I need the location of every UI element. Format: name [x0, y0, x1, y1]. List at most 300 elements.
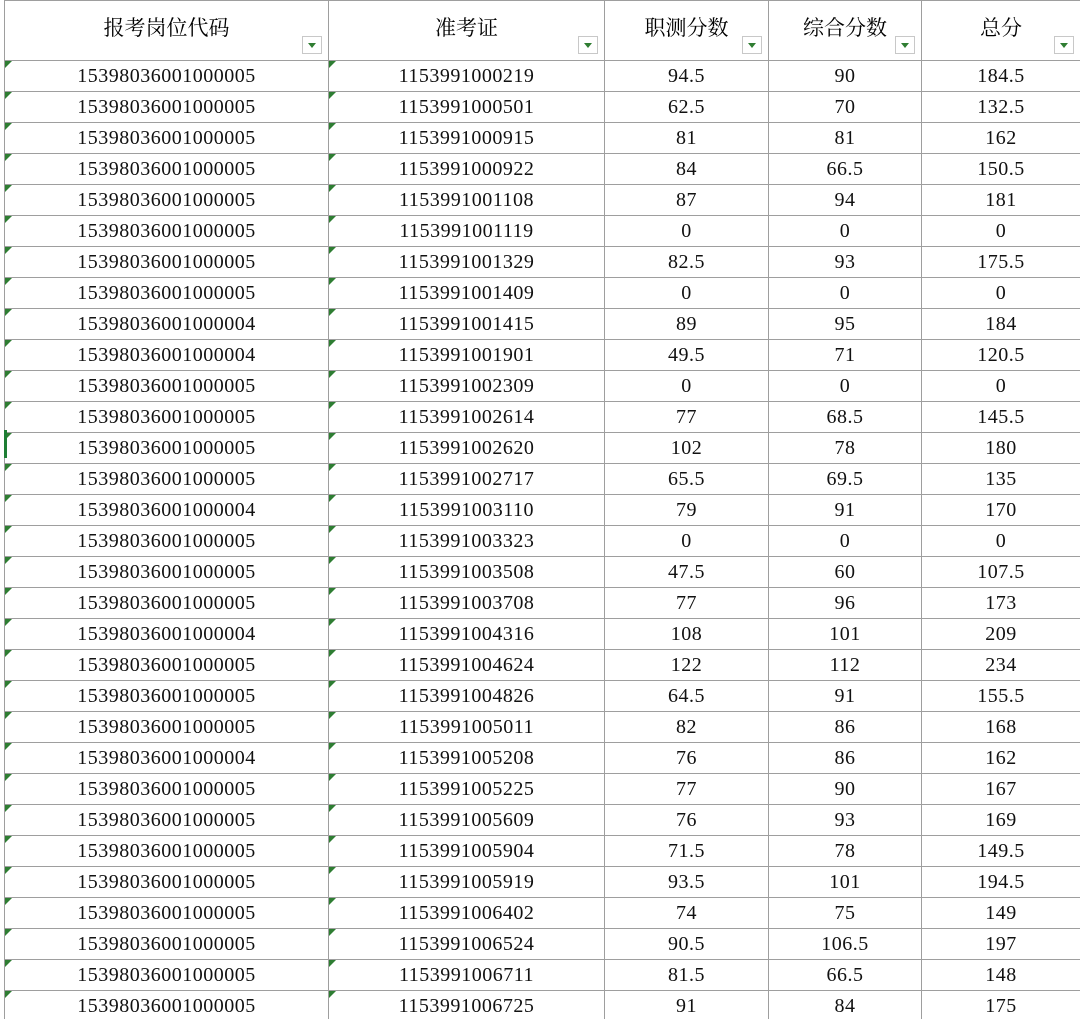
cell-aptitude[interactable] [605, 712, 769, 743]
cell-post-code[interactable] [5, 402, 329, 433]
cell-value: 175 [985, 994, 1017, 1017]
cell-ticket[interactable] [329, 278, 605, 309]
cell-comprehensive[interactable] [769, 805, 922, 836]
cell-total[interactable] [922, 340, 1080, 371]
cell-total[interactable] [922, 650, 1080, 681]
cell-comprehensive[interactable] [769, 650, 922, 681]
cell-value: 180 [985, 436, 1017, 459]
cell-total[interactable] [922, 495, 1080, 526]
cell-aptitude[interactable] [605, 929, 769, 960]
cell-total[interactable] [922, 712, 1080, 743]
cell-total[interactable] [922, 929, 1080, 960]
cell-comprehensive[interactable] [769, 464, 922, 495]
cell-ticket[interactable] [329, 92, 605, 123]
cell-post-code[interactable] [5, 309, 329, 340]
cell-total[interactable] [922, 743, 1080, 774]
cell-total[interactable] [922, 61, 1080, 92]
text-number-flag-icon [329, 619, 336, 626]
cell-aptitude[interactable] [605, 61, 769, 92]
cell-aptitude[interactable] [605, 309, 769, 340]
cell-total[interactable] [922, 216, 1080, 247]
cell-ticket[interactable] [329, 340, 605, 371]
cell-post-code[interactable] [5, 743, 329, 774]
cell-value: 77 [676, 777, 697, 800]
cell-value: 197 [985, 932, 1017, 955]
cell-ticket[interactable] [329, 898, 605, 929]
cell-value: 1153991001119 [399, 219, 534, 242]
table-row [5, 588, 1080, 619]
cell-value: 62.5 [668, 95, 705, 118]
cell-value: 0 [995, 219, 1007, 242]
header-label: 准考证 [435, 15, 498, 40]
text-number-flag-icon [329, 712, 336, 719]
cell-ticket[interactable] [329, 185, 605, 216]
cell-value: 82 [676, 715, 697, 738]
cell-comprehensive[interactable] [769, 433, 922, 464]
cell-ticket[interactable] [329, 61, 605, 92]
text-number-flag-icon [5, 340, 12, 347]
text-number-flag-icon [5, 774, 12, 781]
table-row [5, 247, 1080, 278]
cell-value: 68.5 [826, 405, 864, 428]
cell-value: 102 [670, 436, 703, 459]
cell-total[interactable] [922, 867, 1080, 898]
cell-value: 1153991000922 [398, 157, 535, 180]
text-number-flag-icon [5, 309, 12, 316]
cell-aptitude[interactable] [605, 650, 769, 681]
cell-post-code[interactable] [5, 960, 329, 991]
cell-aptitude[interactable] [605, 216, 769, 247]
cell-aptitude[interactable] [605, 495, 769, 526]
cell-value: 1153991006402 [398, 901, 535, 924]
text-number-flag-icon [5, 712, 12, 719]
text-number-flag-icon [329, 650, 336, 657]
cell-ticket[interactable] [329, 216, 605, 247]
header-aptitude-score[interactable] [605, 1, 769, 61]
filter-dropdown-icon[interactable] [895, 36, 915, 54]
cell-value: 181 [985, 188, 1017, 211]
spreadsheet-grid [4, 0, 1080, 1019]
cell-value: 15398036001000005 [77, 374, 256, 397]
table-row [5, 154, 1080, 185]
cell-comprehensive[interactable] [769, 371, 922, 402]
cell-total[interactable] [922, 371, 1080, 402]
cell-value: 107.5 [977, 560, 1025, 583]
text-number-flag-icon [329, 588, 336, 595]
cell-comprehensive[interactable] [769, 309, 922, 340]
cell-value: 1153991001108 [398, 188, 534, 211]
cell-value: 1153991003323 [398, 529, 535, 552]
cell-total[interactable] [922, 526, 1080, 557]
cell-ticket[interactable] [329, 154, 605, 185]
cell-value: 82.5 [668, 250, 705, 273]
cell-post-code[interactable] [5, 681, 329, 712]
cell-aptitude[interactable] [605, 92, 769, 123]
cell-post-code[interactable] [5, 464, 329, 495]
cell-comprehensive[interactable] [769, 774, 922, 805]
cell-value: 71.5 [668, 839, 705, 862]
cell-ticket[interactable] [329, 836, 605, 867]
cell-aptitude[interactable] [605, 154, 769, 185]
active-cell-marker [4, 430, 7, 458]
text-number-flag-icon [5, 805, 12, 812]
text-number-flag-icon [5, 185, 12, 192]
cell-comprehensive[interactable] [769, 929, 922, 960]
cell-comprehensive[interactable] [769, 185, 922, 216]
cell-aptitude[interactable] [605, 123, 769, 154]
cell-ticket[interactable] [329, 774, 605, 805]
cell-value: 15398036001000004 [77, 746, 256, 769]
text-number-flag-icon [329, 836, 336, 843]
cell-post-code[interactable] [5, 929, 329, 960]
cell-value: 15398036001000005 [77, 591, 256, 614]
cell-value: 0 [681, 219, 692, 242]
cell-total[interactable] [922, 557, 1080, 588]
header-ticket[interactable] [329, 1, 605, 61]
cell-comprehensive[interactable] [769, 960, 922, 991]
cell-value: 91 [834, 684, 856, 707]
cell-aptitude[interactable] [605, 960, 769, 991]
text-number-flag-icon [329, 309, 336, 316]
cell-aptitude[interactable] [605, 340, 769, 371]
text-number-flag-icon [329, 61, 336, 68]
cell-post-code[interactable] [5, 495, 329, 526]
cell-ticket[interactable] [329, 309, 605, 340]
cell-post-code[interactable] [5, 712, 329, 743]
cell-value: 0 [681, 281, 692, 304]
cell-aptitude[interactable] [605, 402, 769, 433]
cell-aptitude[interactable] [605, 371, 769, 402]
cell-value: 81 [834, 126, 856, 149]
cell-value: 15398036001000005 [77, 250, 256, 273]
text-number-flag-icon [5, 123, 12, 130]
cell-post-code[interactable] [5, 898, 329, 929]
cell-value: 1153991006711 [398, 963, 534, 986]
cell-value: 93 [834, 250, 856, 273]
cell-post-code[interactable] [5, 836, 329, 867]
cell-post-code[interactable] [5, 991, 329, 1019]
cell-value: 96 [834, 591, 856, 614]
cell-value: 15398036001000005 [77, 157, 256, 180]
table-row [5, 619, 1080, 650]
cell-aptitude[interactable] [605, 774, 769, 805]
text-number-flag-icon [329, 681, 336, 688]
cell-total[interactable] [922, 774, 1080, 805]
table-row [5, 681, 1080, 712]
cell-post-code[interactable] [5, 433, 329, 464]
text-number-flag-icon [5, 960, 12, 967]
cell-value: 49.5 [668, 343, 705, 366]
cell-value: 173 [985, 591, 1017, 614]
cell-comprehensive[interactable] [769, 681, 922, 712]
cell-value: 76 [676, 808, 697, 831]
cell-comprehensive[interactable] [769, 867, 922, 898]
cell-value: 66.5 [826, 963, 864, 986]
text-number-flag-icon [5, 991, 12, 998]
cell-comprehensive[interactable] [769, 898, 922, 929]
cell-comprehensive[interactable] [769, 154, 922, 185]
cell-value: 1153991005225 [398, 777, 535, 800]
cell-value: 1153991000915 [398, 126, 535, 149]
cell-aptitude[interactable] [605, 433, 769, 464]
cell-post-code[interactable] [5, 278, 329, 309]
filter-dropdown-icon[interactable] [742, 36, 762, 54]
cell-comprehensive[interactable] [769, 495, 922, 526]
cell-value: 0 [839, 529, 851, 552]
cell-aptitude[interactable] [605, 588, 769, 619]
cell-value: 15398036001000005 [77, 870, 256, 893]
cell-comprehensive[interactable] [769, 557, 922, 588]
cell-comprehensive[interactable] [769, 123, 922, 154]
text-number-flag-icon [5, 650, 12, 657]
cell-aptitude[interactable] [605, 805, 769, 836]
table-row [5, 898, 1080, 929]
header-label: 报考岗位代码 [103, 15, 230, 40]
cell-aptitude[interactable] [605, 991, 769, 1019]
header-comprehensive-score[interactable] [769, 1, 922, 61]
cell-total[interactable] [922, 991, 1080, 1019]
cell-value: 15398036001000005 [77, 653, 256, 676]
cell-comprehensive[interactable] [769, 991, 922, 1019]
cell-value: 149 [985, 901, 1017, 924]
text-number-flag-icon [329, 743, 336, 750]
cell-value: 84 [676, 157, 697, 180]
cell-post-code[interactable] [5, 154, 329, 185]
cell-value: 0 [839, 374, 851, 397]
cell-comprehensive[interactable] [769, 588, 922, 619]
filter-dropdown-icon[interactable] [1054, 36, 1074, 54]
cell-value: 15398036001000005 [77, 95, 256, 118]
cell-value: 78 [834, 436, 856, 459]
cell-total[interactable] [922, 123, 1080, 154]
cell-post-code[interactable] [5, 123, 329, 154]
cell-aptitude[interactable] [605, 464, 769, 495]
text-number-flag-icon [329, 929, 336, 936]
header-post-code[interactable] [5, 1, 329, 61]
cell-value: 86 [834, 715, 856, 738]
cell-total[interactable] [922, 836, 1080, 867]
cell-value: 1153991006524 [398, 932, 535, 955]
cell-total[interactable] [922, 433, 1080, 464]
cell-ticket[interactable] [329, 929, 605, 960]
cell-value: 1153991001409 [398, 281, 535, 304]
cell-aptitude[interactable] [605, 247, 769, 278]
text-number-flag-icon [329, 464, 336, 471]
header-total-score[interactable] [922, 1, 1080, 61]
text-number-flag-icon [329, 805, 336, 812]
cell-aptitude[interactable] [605, 526, 769, 557]
cell-aptitude[interactable] [605, 557, 769, 588]
cell-aptitude[interactable] [605, 836, 769, 867]
cell-comprehensive[interactable] [769, 92, 922, 123]
cell-ticket[interactable] [329, 743, 605, 774]
text-number-flag-icon [5, 278, 12, 285]
cell-total[interactable] [922, 402, 1080, 433]
cell-total[interactable] [922, 278, 1080, 309]
cell-value: 89 [676, 312, 697, 335]
table-row [5, 340, 1080, 371]
table-row [5, 309, 1080, 340]
scores-table [4, 0, 1080, 1019]
cell-aptitude[interactable] [605, 278, 769, 309]
cell-total[interactable] [922, 681, 1080, 712]
cell-comprehensive[interactable] [769, 836, 922, 867]
cell-post-code[interactable] [5, 61, 329, 92]
cell-aptitude[interactable] [605, 619, 769, 650]
cell-aptitude[interactable] [605, 867, 769, 898]
text-number-flag-icon [329, 371, 336, 378]
filter-dropdown-icon[interactable] [578, 36, 598, 54]
cell-total[interactable] [922, 185, 1080, 216]
cell-ticket[interactable] [329, 433, 605, 464]
cell-value: 94 [834, 188, 856, 211]
cell-post-code[interactable] [5, 216, 329, 247]
cell-value: 15398036001000004 [77, 312, 256, 335]
text-number-flag-icon [5, 619, 12, 626]
cell-value: 1153991005609 [398, 808, 535, 831]
cell-value: 167 [985, 777, 1017, 800]
cell-ticket[interactable] [329, 650, 605, 681]
table-row [5, 371, 1080, 402]
filter-dropdown-icon[interactable] [302, 36, 322, 54]
cell-value: 66.5 [826, 157, 864, 180]
cell-ticket[interactable] [329, 805, 605, 836]
cell-comprehensive[interactable] [769, 61, 922, 92]
cell-value: 15398036001000005 [77, 901, 256, 924]
cell-total[interactable] [922, 154, 1080, 185]
cell-aptitude[interactable] [605, 743, 769, 774]
cell-value: 15398036001000005 [77, 436, 256, 459]
cell-ticket[interactable] [329, 867, 605, 898]
text-number-flag-icon [5, 898, 12, 905]
cell-post-code[interactable] [5, 867, 329, 898]
cell-ticket[interactable] [329, 526, 605, 557]
cell-comprehensive[interactable] [769, 712, 922, 743]
text-number-flag-icon [5, 929, 12, 936]
cell-post-code[interactable] [5, 247, 329, 278]
cell-value: 15398036001000004 [77, 622, 256, 645]
text-number-flag-icon [5, 526, 12, 533]
cell-post-code[interactable] [5, 557, 329, 588]
cell-post-code[interactable] [5, 526, 329, 557]
cell-value: 15398036001000005 [77, 684, 256, 707]
text-number-flag-icon [329, 867, 336, 874]
cell-post-code[interactable] [5, 185, 329, 216]
cell-ticket[interactable] [329, 960, 605, 991]
cell-ticket[interactable] [329, 557, 605, 588]
cell-value: 0 [995, 281, 1007, 304]
cell-ticket[interactable] [329, 247, 605, 278]
cell-value: 1153991000501 [398, 95, 535, 118]
table-row [5, 743, 1080, 774]
cell-post-code[interactable] [5, 371, 329, 402]
cell-ticket[interactable] [329, 681, 605, 712]
cell-ticket[interactable] [329, 991, 605, 1019]
cell-comprehensive[interactable] [769, 743, 922, 774]
cell-value: 170 [985, 498, 1017, 521]
cell-value: 1153991004624 [398, 653, 535, 676]
cell-value: 79 [676, 498, 697, 521]
cell-total[interactable] [922, 247, 1080, 278]
cell-ticket[interactable] [329, 123, 605, 154]
cell-post-code[interactable] [5, 650, 329, 681]
cell-value: 1153991005904 [398, 839, 535, 862]
cell-ticket[interactable] [329, 371, 605, 402]
cell-comprehensive[interactable] [769, 216, 922, 247]
cell-post-code[interactable] [5, 92, 329, 123]
cell-ticket[interactable] [329, 619, 605, 650]
cell-total[interactable] [922, 619, 1080, 650]
text-number-flag-icon [5, 154, 12, 161]
cell-value: 122 [670, 653, 703, 676]
cell-value: 70 [834, 95, 856, 118]
cell-value: 168 [985, 715, 1017, 738]
cell-value: 93 [834, 808, 856, 831]
table-row [5, 929, 1080, 960]
cell-total[interactable] [922, 464, 1080, 495]
cell-total[interactable] [922, 805, 1080, 836]
text-number-flag-icon [329, 247, 336, 254]
cell-value: 184 [985, 312, 1017, 335]
header-label: 职测分数 [644, 15, 729, 40]
cell-value: 0 [839, 219, 851, 242]
cell-ticket[interactable] [329, 588, 605, 619]
cell-value: 1153991005011 [398, 715, 534, 738]
cell-total[interactable] [922, 898, 1080, 929]
cell-value: 91 [676, 994, 697, 1017]
text-number-flag-icon [329, 340, 336, 347]
cell-aptitude[interactable] [605, 681, 769, 712]
cell-comprehensive[interactable] [769, 247, 922, 278]
cell-post-code[interactable] [5, 774, 329, 805]
cell-value: 15398036001000005 [77, 994, 256, 1017]
cell-comprehensive[interactable] [769, 340, 922, 371]
cell-value: 184.5 [977, 64, 1025, 87]
cell-ticket[interactable] [329, 464, 605, 495]
cell-total[interactable] [922, 588, 1080, 619]
cell-post-code[interactable] [5, 588, 329, 619]
cell-post-code[interactable] [5, 619, 329, 650]
cell-comprehensive[interactable] [769, 526, 922, 557]
cell-aptitude[interactable] [605, 898, 769, 929]
cell-post-code[interactable] [5, 340, 329, 371]
cell-comprehensive[interactable] [769, 402, 922, 433]
cell-value: 15398036001000005 [77, 405, 256, 428]
cell-value: 90 [834, 777, 856, 800]
cell-ticket[interactable] [329, 712, 605, 743]
cell-comprehensive[interactable] [769, 619, 922, 650]
cell-comprehensive[interactable] [769, 278, 922, 309]
cell-total[interactable] [922, 960, 1080, 991]
cell-value: 15398036001000005 [77, 839, 256, 862]
cell-total[interactable] [922, 92, 1080, 123]
text-number-flag-icon [5, 402, 12, 409]
cell-value: 1153991003508 [398, 560, 535, 583]
table-row [5, 216, 1080, 247]
cell-ticket[interactable] [329, 402, 605, 433]
cell-value: 162 [985, 746, 1017, 769]
cell-value: 15398036001000005 [77, 560, 256, 583]
cell-aptitude[interactable] [605, 185, 769, 216]
table-row [5, 92, 1080, 123]
cell-post-code[interactable] [5, 805, 329, 836]
cell-value: 75 [834, 901, 856, 924]
cell-value: 86 [834, 746, 856, 769]
table-row [5, 526, 1080, 557]
cell-total[interactable] [922, 309, 1080, 340]
cell-ticket[interactable] [329, 495, 605, 526]
text-number-flag-icon [329, 123, 336, 130]
